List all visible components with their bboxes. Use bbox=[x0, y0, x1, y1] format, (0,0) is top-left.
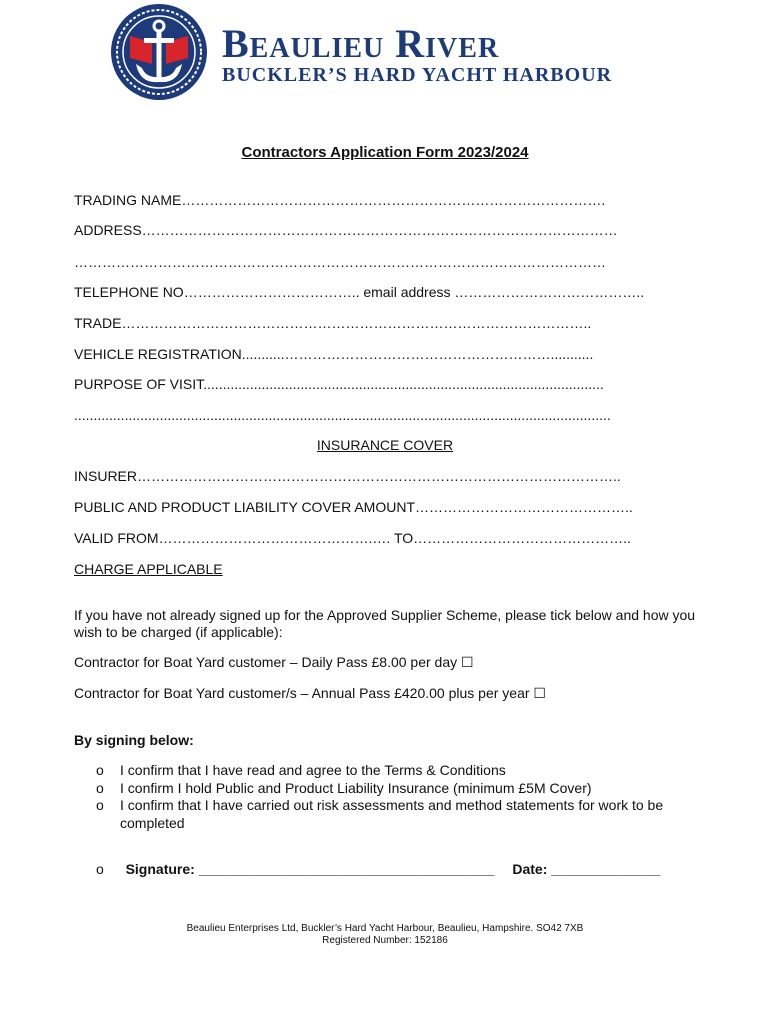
trading-name-field[interactable]: TRADING NAME………………………………………………………………………………. bbox=[74, 192, 606, 208]
vehicle-registration-field[interactable]: VEHICLE REGISTRATION...........…………………………………………………........... bbox=[74, 346, 594, 362]
purpose-of-visit-field[interactable]: PURPOSE OF VISIT....................................................................................................... bbox=[74, 376, 604, 392]
signing-heading: By signing below: bbox=[74, 732, 194, 748]
bullet-icon: o bbox=[96, 779, 104, 796]
footer-address: Beaulieu Enterprises Ltd, Buckler’s Hard Yacht Harbour, Beaulieu, Hampshire. SO42 7XB bbox=[186, 923, 584, 934]
insurance-cover-heading: INSURANCE COVER bbox=[316, 437, 454, 453]
annual-pass-option bbox=[74, 685, 546, 702]
logo bbox=[100, 2, 640, 102]
liability-amount-field[interactable]: PUBLIC AND PRODUCT LIABILITY COVER AMOUNT……………………………………….. bbox=[74, 499, 633, 515]
list-item-text: I confirm that I have carried out risk assessments and method statements for work to be completed bbox=[120, 797, 664, 831]
scheme-instructions: If you have not already signed up for the Approved Supplier Scheme, please tick below and how you wish to be charged (if applicable): bbox=[74, 607, 696, 640]
daily-pass-option bbox=[74, 654, 474, 671]
form-title: Contractors Application Form 2023/2024 bbox=[241, 144, 529, 161]
valid-from-to-field[interactable]: VALID FROM……………………………………….…. TO……………………………………….. bbox=[74, 530, 631, 546]
signature-field[interactable]: Signature: ______________________________________ bbox=[125, 861, 495, 877]
anchor-badge-icon bbox=[100, 2, 218, 102]
daily-pass-checkbox[interactable]: ☐ bbox=[461, 654, 474, 670]
address-field-line2[interactable]: …………………………………………………………………………………………………… bbox=[74, 254, 606, 270]
confirmation-list bbox=[74, 762, 694, 832]
list-item bbox=[74, 797, 694, 832]
annual-pass-label: Contractor for Boat Yard customer/s – Annual Pass £420.00 plus per year bbox=[74, 685, 530, 701]
trade-field[interactable]: TRADE……………………………………………………………………………………….. bbox=[74, 315, 592, 331]
logo-title: Beaulieu River bbox=[222, 21, 500, 66]
bullet-icon: o bbox=[96, 797, 104, 813]
insurer-field[interactable]: INSURER………………………………………………………………………………………….. bbox=[74, 468, 621, 484]
signature-row bbox=[96, 861, 660, 877]
daily-pass-label: Contractor for Boat Yard customer – Daily Pass £8.00 per day bbox=[74, 654, 458, 670]
charge-applicable-heading: CHARGE APPLICABLE bbox=[74, 561, 223, 577]
footer-registration: Registered Number: 152186 bbox=[322, 935, 448, 946]
telephone-email-field[interactable]: TELEPHONE NO……………………………….. email address ………………………………….. bbox=[74, 284, 645, 300]
logo-subtitle: BUCKLER’S HARD YACHT HARBOUR bbox=[222, 64, 613, 86]
date-field[interactable]: Date: ______________ bbox=[512, 861, 661, 877]
footer bbox=[0, 923, 770, 947]
purpose-of-visit-field-line2[interactable]: .......................................................................................................................................... bbox=[74, 407, 611, 423]
list-item bbox=[74, 780, 694, 798]
list-item-text: I confirm I hold Public and Product Liability Insurance (minimum £5M Cover) bbox=[120, 779, 592, 796]
list-item bbox=[74, 762, 694, 780]
address-field-line1[interactable]: ADDRESS………………………………………………………………………………………… bbox=[74, 222, 618, 238]
bullet-icon: o bbox=[96, 762, 104, 778]
list-item-text: I confirm that I have read and agree to the Terms & Conditions bbox=[120, 762, 506, 778]
bullet-icon: o bbox=[96, 861, 104, 877]
annual-pass-checkbox[interactable]: ☐ bbox=[533, 685, 546, 701]
